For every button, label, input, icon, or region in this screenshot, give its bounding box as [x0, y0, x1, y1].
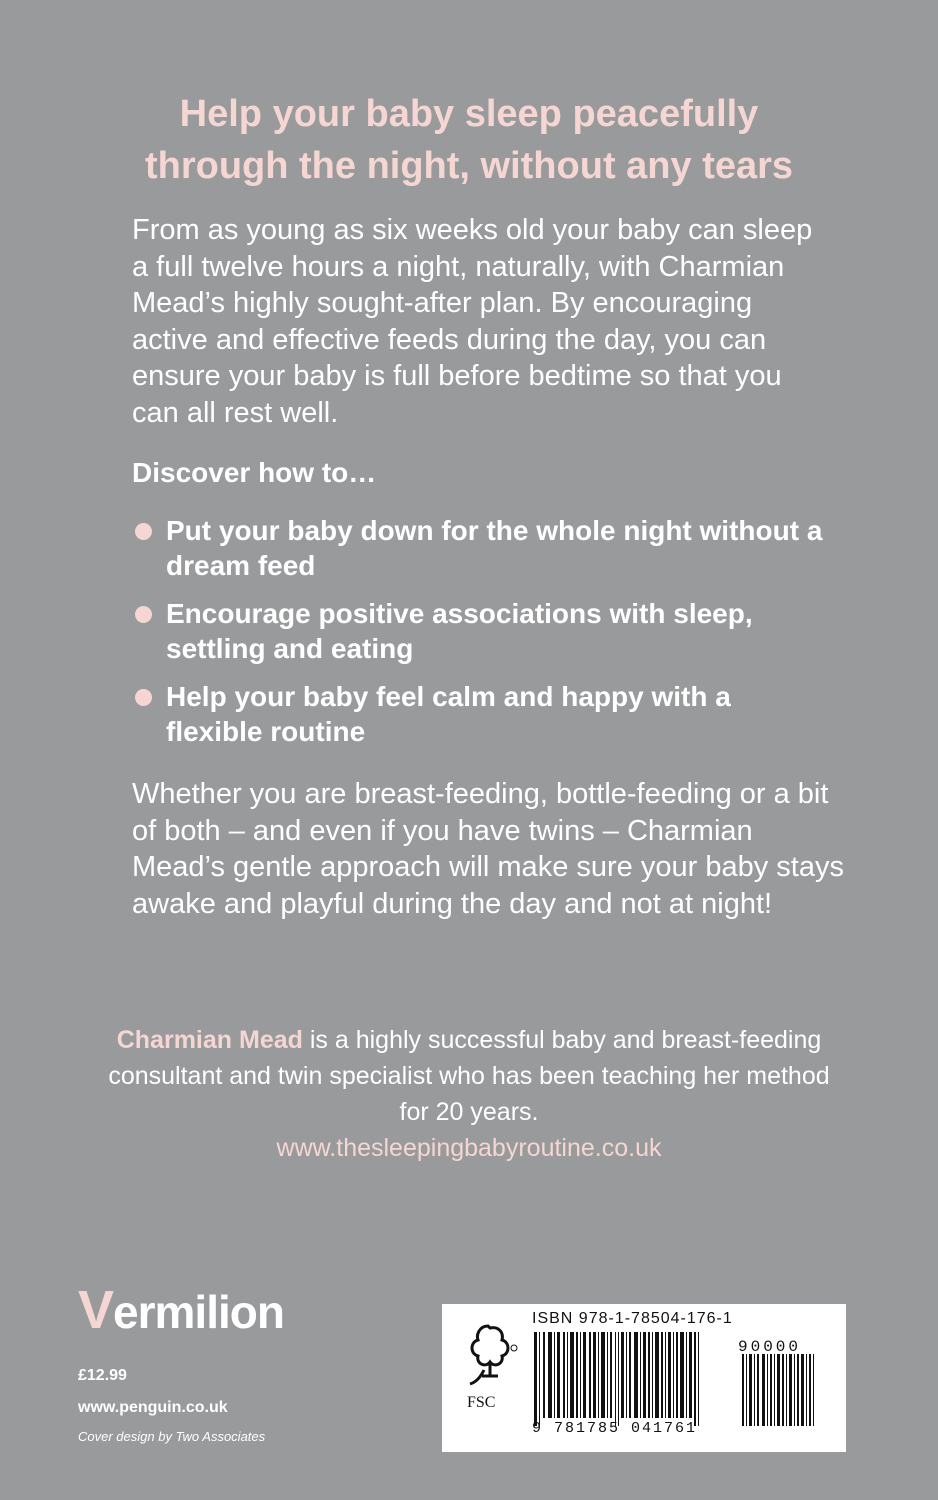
bullet-dot-icon	[135, 523, 152, 540]
logo-wordmark: ermilion	[113, 1286, 284, 1338]
bullet-dot-icon	[135, 689, 152, 706]
barcode-digits: 9 781785 041761	[532, 1420, 698, 1437]
logo-v-mark: V	[78, 1280, 114, 1340]
cover-design-credit: Cover design by Two Associates	[78, 1429, 266, 1444]
benefit-item	[132, 596, 832, 666]
isbn-number: ISBN 978-1-78504-176-1	[532, 1310, 733, 1327]
author-bio	[100, 1022, 838, 1166]
benefit-text: Put your baby down for the whole night without a dream feed	[166, 515, 823, 581]
benefit-item	[132, 513, 832, 583]
benefit-text: Help your baby feel calm and happy with a flexible routine	[166, 681, 731, 747]
author-name: Charmian Mead	[116, 1026, 303, 1054]
benefit-item	[132, 679, 832, 749]
author-bio-text: is a highly successful baby and breast-feeding consultant and twin specialist who has been teaching her method for 20 years.	[108, 1026, 830, 1126]
intro-paragraph: From as young as six weeks old your baby can sleep a full twelve hours a night, naturally, with Charmian Mead’s highly sought-after plan. By encouraging active and effective feeds during the day, you can ensure your baby is full before bedtime so that you can all rest well.	[132, 214, 813, 429]
discover-heading: Discover how to…	[132, 457, 377, 488]
headline	[80, 88, 858, 192]
author-website-link[interactable]: www.thesleepingbabyroutine.co.uk	[276, 1134, 662, 1162]
publisher-website-link[interactable]: www.penguin.co.uk	[78, 1399, 228, 1416]
barcode-addon-digits: 90000	[738, 1338, 802, 1356]
benefit-text: Encourage positive associations with sleep, settling and eating	[166, 598, 753, 664]
publisher-logo	[78, 1282, 284, 1340]
closing-paragraph: Whether you are breast-feeding, bottle-feeding or a bit of both – and even if you have twins – Charmian Mead’s gentle approach will make sure your baby stays awake and playful during the day and not at night!	[132, 778, 844, 920]
bullet-dot-icon	[135, 606, 152, 623]
headline-line-1: Help your baby sleep peacefully	[179, 93, 759, 135]
fsc-label: FSC	[467, 1394, 496, 1411]
fsc-tree-icon	[470, 1326, 508, 1384]
benefit-list	[132, 513, 832, 762]
headline-line-2: through the night, without any tears	[144, 145, 794, 187]
price: £12.99	[78, 1367, 127, 1384]
